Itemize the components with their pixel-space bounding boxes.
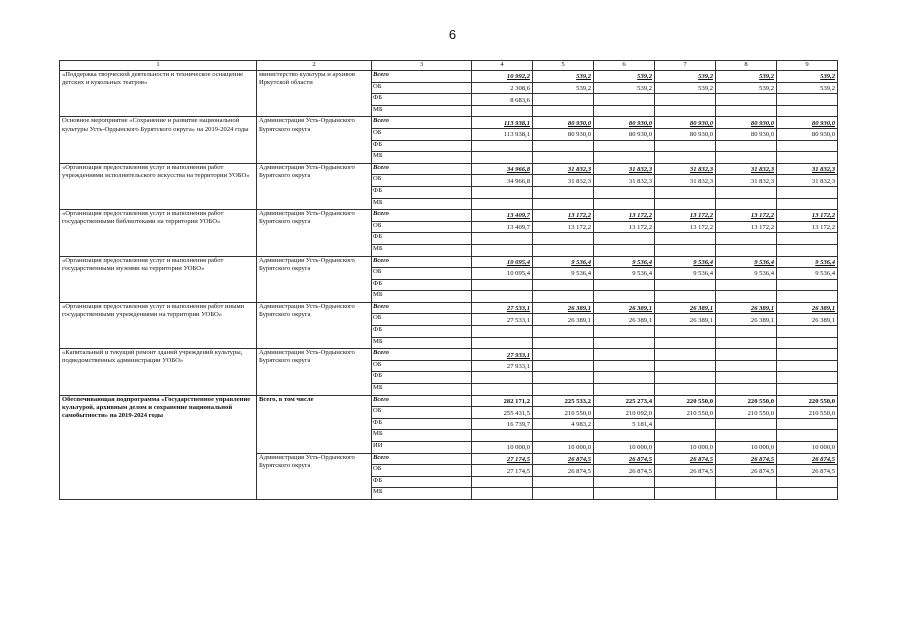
value-cell: 26 874,5 xyxy=(594,453,655,465)
value-cell: 539,2 xyxy=(716,71,777,83)
value-cell: 539,2 xyxy=(533,82,594,94)
value-cell: 27 533,1 xyxy=(472,314,533,326)
value-cell xyxy=(594,279,655,291)
value-cell xyxy=(472,430,533,442)
value-cell xyxy=(777,186,838,198)
header-cell: 2 xyxy=(257,61,372,71)
value-cell xyxy=(777,372,838,384)
value-cell xyxy=(716,349,777,361)
value-cell xyxy=(716,233,777,245)
value-cell: 9 536,4 xyxy=(533,256,594,268)
funding-type-cell: Всего xyxy=(372,395,472,407)
value-cell xyxy=(716,105,777,117)
value-cell: 26 389,1 xyxy=(533,314,594,326)
value-cell xyxy=(472,198,533,210)
value-cell xyxy=(594,372,655,384)
value-cell xyxy=(533,152,594,164)
value-cell xyxy=(594,233,655,245)
value-cell xyxy=(594,291,655,303)
value-cell xyxy=(533,488,594,500)
header-cell: 6 xyxy=(594,61,655,71)
header-cell: 9 xyxy=(777,61,838,71)
funding-type-cell: ФБ xyxy=(372,186,472,198)
value-cell xyxy=(777,105,838,117)
value-cell: 26 874,5 xyxy=(655,453,716,465)
funding-type-cell: ОБ xyxy=(372,128,472,140)
value-cell xyxy=(472,326,533,338)
value-cell: 539,2 xyxy=(594,71,655,83)
value-cell: 31 832,3 xyxy=(594,175,655,187)
value-cell: 80 930,0 xyxy=(533,117,594,129)
value-cell: 10 095,4 xyxy=(472,256,533,268)
value-cell: 26 874,5 xyxy=(777,465,838,477)
value-cell xyxy=(716,152,777,164)
value-cell: 34 966,8 xyxy=(472,175,533,187)
value-cell: 9 536,4 xyxy=(594,256,655,268)
value-cell: 26 874,5 xyxy=(655,465,716,477)
value-cell xyxy=(594,140,655,152)
value-cell xyxy=(594,105,655,117)
value-cell xyxy=(716,372,777,384)
value-cell: 26 874,5 xyxy=(533,453,594,465)
activity-name-cell: Основное мероприятие «Сохранение и развитие национальной культуры Усть-Ордынского Бурятского округа» на 2019-2024 годы xyxy=(60,117,257,163)
value-cell xyxy=(472,337,533,349)
value-cell xyxy=(472,372,533,384)
value-cell: 9 536,4 xyxy=(655,268,716,280)
value-cell: 4 983,2 xyxy=(533,418,594,430)
budget-table xyxy=(59,60,838,500)
value-cell: 10 095,4 xyxy=(472,268,533,280)
funding-type-cell: ФБ xyxy=(372,279,472,291)
funding-type-cell: МБ xyxy=(372,105,472,117)
funding-type-cell: ФБ xyxy=(372,233,472,245)
value-cell xyxy=(716,476,777,488)
value-cell: 539,2 xyxy=(716,82,777,94)
value-cell: 9 536,4 xyxy=(594,268,655,280)
value-cell: 31 832,3 xyxy=(655,163,716,175)
value-cell xyxy=(655,326,716,338)
value-cell: 13 172,2 xyxy=(716,210,777,222)
value-cell xyxy=(533,233,594,245)
value-cell: 10 000,0 xyxy=(716,442,777,454)
value-cell xyxy=(533,349,594,361)
table-row xyxy=(60,210,838,222)
value-cell xyxy=(777,337,838,349)
value-cell xyxy=(655,152,716,164)
funding-type-cell: Всего xyxy=(372,117,472,129)
value-cell xyxy=(533,384,594,396)
funding-type-cell: Всего xyxy=(372,349,472,361)
value-cell: 210 550,0 xyxy=(777,407,838,419)
value-cell xyxy=(716,198,777,210)
funding-type-cell: ОБ xyxy=(372,360,472,372)
funding-type-cell: ФБ xyxy=(372,140,472,152)
value-cell: 13 409,7 xyxy=(472,221,533,233)
executor-cell: Администрация Усть-Ордынского Бурятского округа xyxy=(257,453,372,499)
value-cell: 220 550,0 xyxy=(716,395,777,407)
activity-name-cell: «Организация предоставления услуг и выполнения работ учреждениями исполнительского искусства на территории УОБО» xyxy=(60,163,257,209)
value-cell xyxy=(472,291,533,303)
value-cell xyxy=(594,244,655,256)
value-cell: 13 172,2 xyxy=(655,210,716,222)
value-cell: 10 000,0 xyxy=(472,442,533,454)
value-cell xyxy=(472,233,533,245)
value-cell: 255 431,5 xyxy=(472,407,533,419)
value-cell xyxy=(716,337,777,349)
value-cell xyxy=(655,349,716,361)
value-cell: 80 930,0 xyxy=(533,128,594,140)
value-cell: 80 930,0 xyxy=(716,128,777,140)
value-cell: 31 832,3 xyxy=(777,175,838,187)
value-cell: 9 536,4 xyxy=(777,256,838,268)
funding-type-cell: Всего xyxy=(372,256,472,268)
executor-cell: Администрация Усть-Ордынского Бурятского округа xyxy=(257,117,372,163)
value-cell xyxy=(777,349,838,361)
value-cell xyxy=(716,430,777,442)
value-cell: 113 938,1 xyxy=(472,128,533,140)
value-cell: 26 874,5 xyxy=(777,453,838,465)
activity-name-cell: «Капитальный и текущий ремонт зданий учреждений культуры, подведомственных администрации УОБО» xyxy=(60,349,257,395)
value-cell: 9 536,4 xyxy=(716,256,777,268)
value-cell: 225 273,4 xyxy=(594,395,655,407)
funding-type-cell: ИИ xyxy=(372,442,472,454)
value-cell xyxy=(655,476,716,488)
funding-type-cell: ОБ xyxy=(372,407,472,419)
value-cell xyxy=(594,430,655,442)
value-cell xyxy=(716,140,777,152)
table-row xyxy=(60,256,838,268)
value-cell: 80 930,0 xyxy=(655,128,716,140)
table-row xyxy=(60,71,838,83)
funding-type-cell: Всего xyxy=(372,302,472,314)
value-cell xyxy=(655,418,716,430)
funding-type-cell: Всего xyxy=(372,163,472,175)
value-cell: 26 389,1 xyxy=(777,314,838,326)
value-cell: 27 933,1 xyxy=(472,349,533,361)
value-cell: 13 172,2 xyxy=(533,210,594,222)
funding-type-cell: Всего xyxy=(372,453,472,465)
value-cell xyxy=(655,337,716,349)
funding-type-cell: ФБ xyxy=(372,476,472,488)
table-row xyxy=(60,395,838,407)
value-cell: 113 938,1 xyxy=(472,117,533,129)
value-cell xyxy=(472,140,533,152)
value-cell: 26 874,5 xyxy=(533,465,594,477)
funding-type-cell: ФБ xyxy=(372,94,472,106)
funding-type-cell: ОБ xyxy=(372,175,472,187)
value-cell xyxy=(472,279,533,291)
funding-type-cell: МБ xyxy=(372,430,472,442)
value-cell xyxy=(594,326,655,338)
value-cell xyxy=(533,430,594,442)
value-cell: 31 832,3 xyxy=(716,163,777,175)
table-row xyxy=(60,163,838,175)
value-cell: 34 966,8 xyxy=(472,163,533,175)
value-cell: 10 992,2 xyxy=(472,71,533,83)
value-cell xyxy=(472,476,533,488)
value-cell xyxy=(533,186,594,198)
value-cell: 80 930,0 xyxy=(594,128,655,140)
value-cell xyxy=(777,279,838,291)
value-cell: 26 874,5 xyxy=(716,453,777,465)
value-cell xyxy=(777,418,838,430)
table-body xyxy=(60,61,838,500)
header-cell: 1 xyxy=(60,61,257,71)
value-cell: 10 000,0 xyxy=(533,442,594,454)
funding-type-cell: Всего xyxy=(372,71,472,83)
value-cell xyxy=(777,140,838,152)
value-cell xyxy=(655,291,716,303)
value-cell xyxy=(777,326,838,338)
value-cell: 31 832,3 xyxy=(777,163,838,175)
value-cell xyxy=(777,430,838,442)
value-cell xyxy=(533,372,594,384)
value-cell xyxy=(777,360,838,372)
value-cell xyxy=(655,430,716,442)
value-cell xyxy=(716,186,777,198)
header-cell: 4 xyxy=(472,61,533,71)
executor-cell: министерство культуры и архивов Иркутской области xyxy=(257,71,372,117)
funding-type-cell: МБ xyxy=(372,152,472,164)
value-cell: 26 389,1 xyxy=(777,302,838,314)
value-cell xyxy=(472,384,533,396)
funding-type-cell: Всего xyxy=(372,210,472,222)
executor-cell: Всего, в том числе xyxy=(257,395,372,453)
value-cell xyxy=(777,384,838,396)
value-cell xyxy=(533,360,594,372)
executor-cell: Администрация Усть-Ордынского Бурятского округа xyxy=(257,210,372,256)
header-cell: 5 xyxy=(533,61,594,71)
value-cell xyxy=(594,152,655,164)
funding-type-cell: ОБ xyxy=(372,268,472,280)
value-cell: 80 930,0 xyxy=(777,128,838,140)
value-cell xyxy=(533,198,594,210)
value-cell xyxy=(777,291,838,303)
value-cell: 220 550,0 xyxy=(655,395,716,407)
value-cell: 13 172,2 xyxy=(594,221,655,233)
value-cell: 282 171,2 xyxy=(472,395,533,407)
value-cell xyxy=(472,488,533,500)
value-cell: 9 536,4 xyxy=(533,268,594,280)
value-cell: 10 000,0 xyxy=(655,442,716,454)
value-cell: 13 172,2 xyxy=(655,221,716,233)
value-cell xyxy=(716,384,777,396)
activity-name-cell: «Организация предоставления услуг и выполнения работ иными государственными учреждениями на территории УОБО» xyxy=(60,302,257,348)
value-cell xyxy=(533,105,594,117)
value-cell xyxy=(533,94,594,106)
value-cell: 13 172,2 xyxy=(777,221,838,233)
activity-name-cell: «Организация предоставления услуг и выполнения работ государственными музеями на территории УОБО» xyxy=(60,256,257,302)
value-cell: 26 389,1 xyxy=(716,314,777,326)
value-cell xyxy=(472,152,533,164)
value-cell: 2 308,6 xyxy=(472,82,533,94)
value-cell: 26 389,1 xyxy=(594,314,655,326)
value-cell: 210 092,0 xyxy=(594,407,655,419)
activity-name-cell: Обеспечивающая подпрограмма «Государственное управление культурой, архивным делом и сохранение национальной самобытности» на 2019-2024 годы xyxy=(60,395,257,499)
funding-type-cell: МБ xyxy=(372,198,472,210)
value-cell: 9 536,4 xyxy=(716,268,777,280)
value-cell: 26 874,5 xyxy=(716,465,777,477)
value-cell xyxy=(533,291,594,303)
value-cell: 16 739,7 xyxy=(472,418,533,430)
value-cell xyxy=(655,140,716,152)
value-cell xyxy=(472,186,533,198)
value-cell: 26 389,1 xyxy=(655,314,716,326)
value-cell xyxy=(594,94,655,106)
value-cell xyxy=(594,349,655,361)
value-cell xyxy=(716,291,777,303)
funding-type-cell: МБ xyxy=(372,337,472,349)
value-cell xyxy=(472,244,533,256)
value-cell: 31 832,3 xyxy=(655,175,716,187)
value-cell: 13 172,2 xyxy=(716,221,777,233)
value-cell: 13 172,2 xyxy=(777,210,838,222)
value-cell: 80 930,0 xyxy=(655,117,716,129)
value-cell xyxy=(716,326,777,338)
value-cell xyxy=(655,372,716,384)
value-cell xyxy=(655,244,716,256)
value-cell xyxy=(533,140,594,152)
value-cell xyxy=(716,94,777,106)
value-cell xyxy=(655,360,716,372)
executor-cell: Администрация Усть-Ордынского Бурятского округа xyxy=(257,302,372,348)
value-cell xyxy=(655,94,716,106)
value-cell: 539,2 xyxy=(655,71,716,83)
header-row xyxy=(60,61,838,71)
value-cell xyxy=(533,337,594,349)
value-cell: 31 832,3 xyxy=(594,163,655,175)
table-row xyxy=(60,349,838,361)
value-cell: 5 181,4 xyxy=(594,418,655,430)
value-cell: 539,2 xyxy=(777,71,838,83)
value-cell: 27 174,5 xyxy=(472,465,533,477)
value-cell xyxy=(777,94,838,106)
page-number: 6 xyxy=(448,27,457,42)
value-cell: 26 389,1 xyxy=(533,302,594,314)
value-cell xyxy=(594,384,655,396)
funding-type-cell: ФБ xyxy=(372,372,472,384)
value-cell: 220 550,0 xyxy=(777,395,838,407)
executor-cell: Администрация Усть-Ордынского Бурятского округа xyxy=(257,163,372,209)
value-cell: 31 832,3 xyxy=(716,175,777,187)
executor-cell: Администрация Усть-Ордынского Бурятского округа xyxy=(257,349,372,395)
executor-cell: Администрация Усть-Ордынского Бурятского округа xyxy=(257,256,372,302)
value-cell: 539,2 xyxy=(777,82,838,94)
funding-type-cell: МБ xyxy=(372,384,472,396)
value-cell: 13 172,2 xyxy=(533,221,594,233)
value-cell xyxy=(777,488,838,500)
value-cell xyxy=(777,244,838,256)
funding-type-cell: ОБ xyxy=(372,465,472,477)
value-cell: 27 933,1 xyxy=(472,360,533,372)
value-cell: 13 409,7 xyxy=(472,210,533,222)
value-cell: 26 389,1 xyxy=(594,302,655,314)
value-cell: 31 832,3 xyxy=(533,175,594,187)
value-cell: 27 533,1 xyxy=(472,302,533,314)
value-cell: 10 000,0 xyxy=(777,442,838,454)
funding-type-cell: ОБ xyxy=(372,221,472,233)
value-cell xyxy=(655,384,716,396)
value-cell xyxy=(777,198,838,210)
header-cell: 3 xyxy=(372,61,472,71)
value-cell: 26 389,1 xyxy=(716,302,777,314)
funding-type-cell: ФБ xyxy=(372,418,472,430)
table-row xyxy=(60,302,838,314)
value-cell: 9 536,4 xyxy=(777,268,838,280)
value-cell: 210 550,0 xyxy=(655,407,716,419)
value-cell xyxy=(655,233,716,245)
value-cell: 225 533,2 xyxy=(533,395,594,407)
value-cell xyxy=(716,279,777,291)
value-cell xyxy=(777,152,838,164)
value-cell: 210 550,0 xyxy=(716,407,777,419)
value-cell xyxy=(594,488,655,500)
value-cell xyxy=(655,488,716,500)
value-cell: 80 930,0 xyxy=(716,117,777,129)
value-cell: 80 930,0 xyxy=(777,117,838,129)
value-cell xyxy=(533,244,594,256)
funding-type-cell: МБ xyxy=(372,488,472,500)
header-cell: 8 xyxy=(716,61,777,71)
value-cell: 27 174,5 xyxy=(472,453,533,465)
header-cell: 7 xyxy=(655,61,716,71)
value-cell: 8 683,6 xyxy=(472,94,533,106)
value-cell xyxy=(533,476,594,488)
value-cell: 539,2 xyxy=(594,82,655,94)
value-cell xyxy=(716,488,777,500)
value-cell: 26 389,1 xyxy=(655,302,716,314)
value-cell: 210 550,0 xyxy=(533,407,594,419)
value-cell: 13 172,2 xyxy=(594,210,655,222)
value-cell xyxy=(655,105,716,117)
value-cell xyxy=(655,279,716,291)
value-cell xyxy=(533,279,594,291)
funding-type-cell: ОБ xyxy=(372,82,472,94)
value-cell: 9 536,4 xyxy=(655,256,716,268)
value-cell xyxy=(594,186,655,198)
value-cell: 31 832,3 xyxy=(533,163,594,175)
activity-name-cell: «Организация предоставления услуг и выполнения работ государственными библиотеками на территории УОБО» xyxy=(60,210,257,256)
value-cell: 539,2 xyxy=(655,82,716,94)
activity-name-cell: «Поддержка творческой деятельности и техническое оснащение детских и кукольных театров» xyxy=(60,71,257,117)
value-cell xyxy=(716,418,777,430)
funding-type-cell: ОБ xyxy=(372,314,472,326)
value-cell xyxy=(594,198,655,210)
funding-type-cell: ФБ xyxy=(372,326,472,338)
value-cell: 80 930,0 xyxy=(594,117,655,129)
value-cell xyxy=(655,186,716,198)
value-cell xyxy=(594,476,655,488)
value-cell: 26 874,5 xyxy=(594,465,655,477)
value-cell xyxy=(533,326,594,338)
value-cell: 10 000,0 xyxy=(594,442,655,454)
value-cell xyxy=(716,244,777,256)
funding-type-cell: МБ xyxy=(372,244,472,256)
funding-type-cell: МБ xyxy=(372,291,472,303)
value-cell xyxy=(472,105,533,117)
value-cell xyxy=(777,233,838,245)
value-cell xyxy=(777,476,838,488)
value-cell xyxy=(594,360,655,372)
value-cell xyxy=(594,337,655,349)
value-cell: 539,2 xyxy=(533,71,594,83)
value-cell xyxy=(655,198,716,210)
table-row xyxy=(60,117,838,129)
value-cell xyxy=(716,360,777,372)
